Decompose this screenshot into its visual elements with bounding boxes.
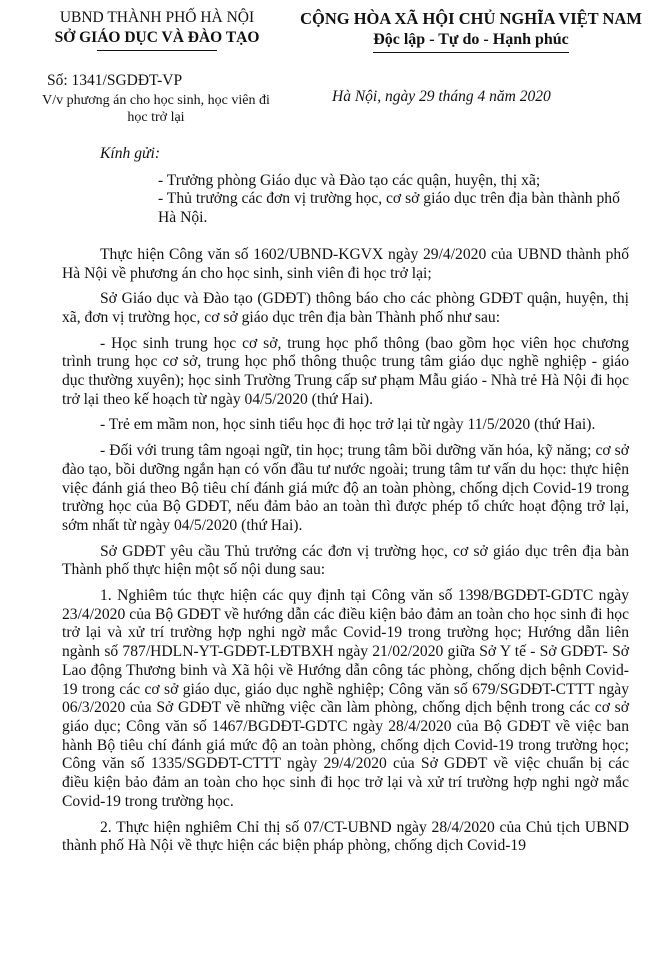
body-paragraph: - Học sinh trung học cơ sở, trung học phổ thông (bao gồm học viên học chương trình trung học cơ sở, trung học phổ thông thuộc trung tâm giáo dục nghề nghiệp - giáo dục thường xuyên); học sinh Trường Trung cấp sư phạm Mẫu giáo - Nhà trẻ Hà Nội đi học trở lại theo kế hoạch từ ngày 04/5/2020 (thứ Hai). xyxy=(62,334,629,408)
body-paragraph: - Trẻ em mầm non, học sinh tiểu học đi học trở lại từ ngày 11/5/2020 (thứ Hai). xyxy=(100,416,596,434)
issuing-agency xyxy=(38,8,276,51)
national-motto: Độc lập - Tự do - Hạnh phúc xyxy=(373,31,569,48)
body-paragraph: Thực hiện Công văn số 1602/UBND-KGVX ngày 29/4/2020 của UBND thành phố Hà Nội về phương án cho học sinh, sinh viên đi học trở lại; xyxy=(62,245,629,282)
document-subject: V/v phương án cho học sinh, học viên đi học trở lại xyxy=(42,93,270,125)
recipient-item: - Thủ trưởng các đơn vị trường học, cơ sở giáo dục trên địa bàn thành phố Hà Nội. xyxy=(158,190,620,227)
agency-underline xyxy=(97,50,217,51)
body-paragraph: Sở Giáo dục và Đào tạo (GDĐT) thông báo cho các phòng GDĐT quận, huyện, thị xã, đơn vị trường học, cơ sở giáo dục trên địa bàn Thành phố như sau: xyxy=(62,290,629,326)
body-paragraph: Sở GDĐT yêu cầu Thủ trưởng các đơn vị trường học, cơ sở giáo dục trên địa bàn Thành phố thực hiện một số nội dung sau: xyxy=(62,542,629,579)
motto-underline xyxy=(373,52,569,53)
body-paragraph: 2. Thực hiện nghiêm Chỉ thị số 07/CT-UBND ngày 28/4/2020 của Chủ tịch UBND thành phố Hà Nội về thực hiện các biện pháp phòng, chống dịch Covid-19 xyxy=(62,818,629,855)
national-heading xyxy=(286,8,656,53)
place-and-date: Hà Nội, ngày 29 tháng 4 năm 2020 xyxy=(332,88,551,105)
agency-parent: UBND THÀNH PHỐ HÀ NỘI xyxy=(59,9,255,26)
nation-title: CỘNG HÒA XÃ HỘI CHỦ NGHĨA VIỆT NAM xyxy=(300,9,642,28)
salutation: Kính gửi: xyxy=(100,145,161,162)
recipient-item: - Trưởng phòng Giáo dục và Đào tạo các quận, huyện, thị xã; xyxy=(158,171,541,189)
body-paragraph: - Đối với trung tâm ngoại ngữ, tin học; trung tâm bồi dưỡng văn hóa, kỹ năng; cơ sở đào tạo, bồi dưỡng ngắn hạn có vốn đầu tư nước ngoài; trung tâm tư vấn du học: thực hiện việc đánh giá theo Bộ tiêu chí đánh giá mức độ an toàn phòng, chống dịch Covid-19 trong trường học của Bộ GDĐT, nếu đảm bảo an toàn thì được phép tổ chức hoạt động trở lại, sớm nhất từ ngày 04/5/2020 (thứ Hai). xyxy=(62,442,629,534)
body-paragraph: 1. Nghiêm túc thực hiện các quy định tại Công văn số 1398/BGDĐT-GDTC ngày 23/4/2020 của Bộ GDĐT về hướng dẫn các điều kiện bảo đảm an toàn cho học sinh đi học trở lại và xử trí trường hợp nghi ngờ mắc Covid-19 trong trường học; Hướng dẫn liên ngành số 787/HDLN-YT-GDĐT-LĐTBXH ngày 21/02/2020 giữa Sở Y tế - Sở GDĐT- Sở Lao động Thương binh và Xã hội về Hướng dẫn công tác phòng, chống dịch bệnh Covid-19 trong các cơ sở giáo dục, giáo dục nghề nghiệp; Công văn số 679/SGDĐT-CTTT ngày 06/3/2020 của Sở GDĐT về những việc cần làm phòng, chống dịch bệnh trong các cơ sở giáo dục; Công văn số 1467/BGDĐT-GDTC ngày 28/4/2020 của Bộ GDĐT về việc ban hành Bộ tiêu chí đánh giá mức độ an toàn phòng, chống dịch Covid-19 trong trường học; Công văn số 1335/SGDĐT-CTTT ngày 29/4/2020 của Sở GDĐT về việc chuẩn bị các điều kiện bảo đảm an toàn cho học sinh đi học trở lại và xử trí trường hợp nghi ngờ mắc Covid-19 trong trường học. xyxy=(62,587,629,810)
document-body xyxy=(62,145,629,863)
document-number: Số: 1341/SGDĐT-VP xyxy=(47,72,183,89)
agency-name: SỞ GIÁO DỤC VÀ ĐÀO TẠO xyxy=(54,29,260,46)
